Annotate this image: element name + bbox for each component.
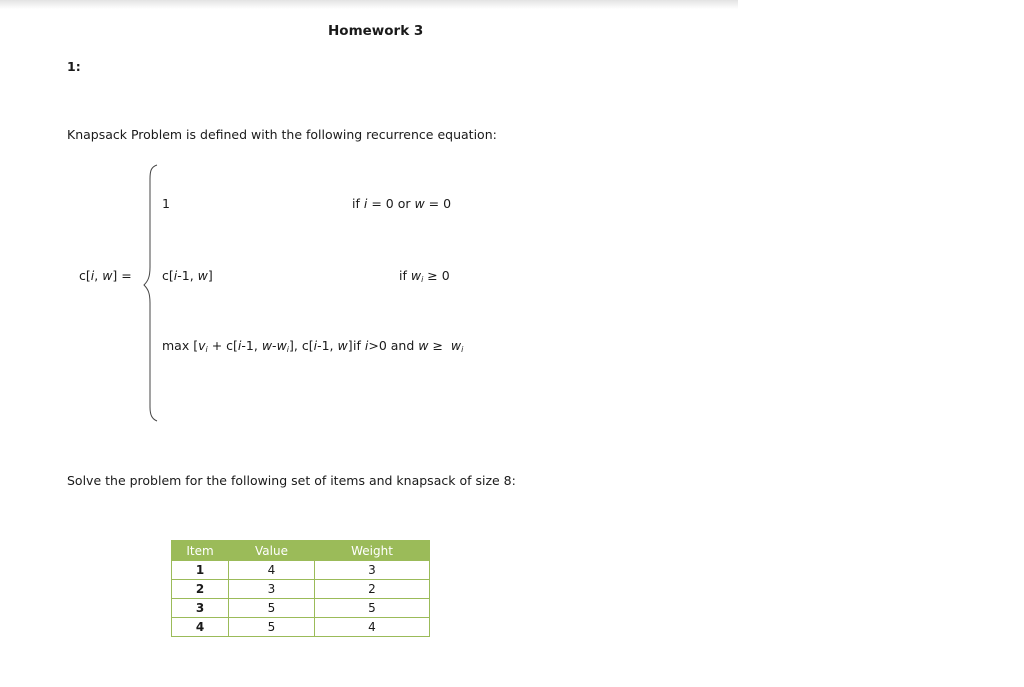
case-1-condition: if i = 0 or w = 0 — [352, 196, 452, 211]
case-1-expr: 1 — [162, 196, 170, 211]
table-row — [172, 580, 430, 599]
weight-cell: 2 — [315, 580, 430, 599]
weight-cell: 4 — [315, 618, 430, 637]
page-top-shadow — [0, 0, 738, 9]
item-cell: 4 — [172, 618, 229, 637]
value-cell: 4 — [229, 561, 315, 580]
weight-cell: 5 — [315, 599, 430, 618]
header-value: Value — [229, 541, 315, 561]
items-table — [171, 540, 430, 637]
value-cell: 3 — [229, 580, 315, 599]
table-row — [172, 561, 430, 580]
question-number: 1: — [67, 59, 81, 74]
header-item: Item — [172, 541, 229, 561]
table-header-row — [172, 541, 430, 561]
value-cell: 5 — [229, 618, 315, 637]
left-brace — [140, 163, 162, 423]
intro-text: Knapsack Problem is defined with the following recurrence equation: — [67, 127, 497, 142]
header-weight: Weight — [315, 541, 430, 561]
item-cell: 2 — [172, 580, 229, 599]
case-3-expr: $\max [v_i + c[i-1$, $w-w_i$], c[i-1, w] — [162, 338, 353, 354]
value-cell: 5 — [229, 599, 315, 618]
page-title: Homework 3 — [328, 23, 424, 39]
item-cell: 1 — [172, 561, 229, 580]
case-3-condition: if i>0 and $w \ge w_i$ — [353, 338, 464, 354]
item-cell: 3 — [172, 599, 229, 618]
case-2-condition: if $w_i \ge 0$ — [399, 268, 450, 284]
weight-cell: 3 — [315, 561, 430, 580]
table-row — [172, 618, 430, 637]
case-2-expr: c[i-1, w] — [162, 268, 213, 283]
recurrence-lhs: c[i, w] = — [79, 268, 132, 283]
table-row — [172, 599, 430, 618]
solve-instruction: Solve the problem for the following set of items and knapsack of size 8: — [67, 473, 516, 488]
